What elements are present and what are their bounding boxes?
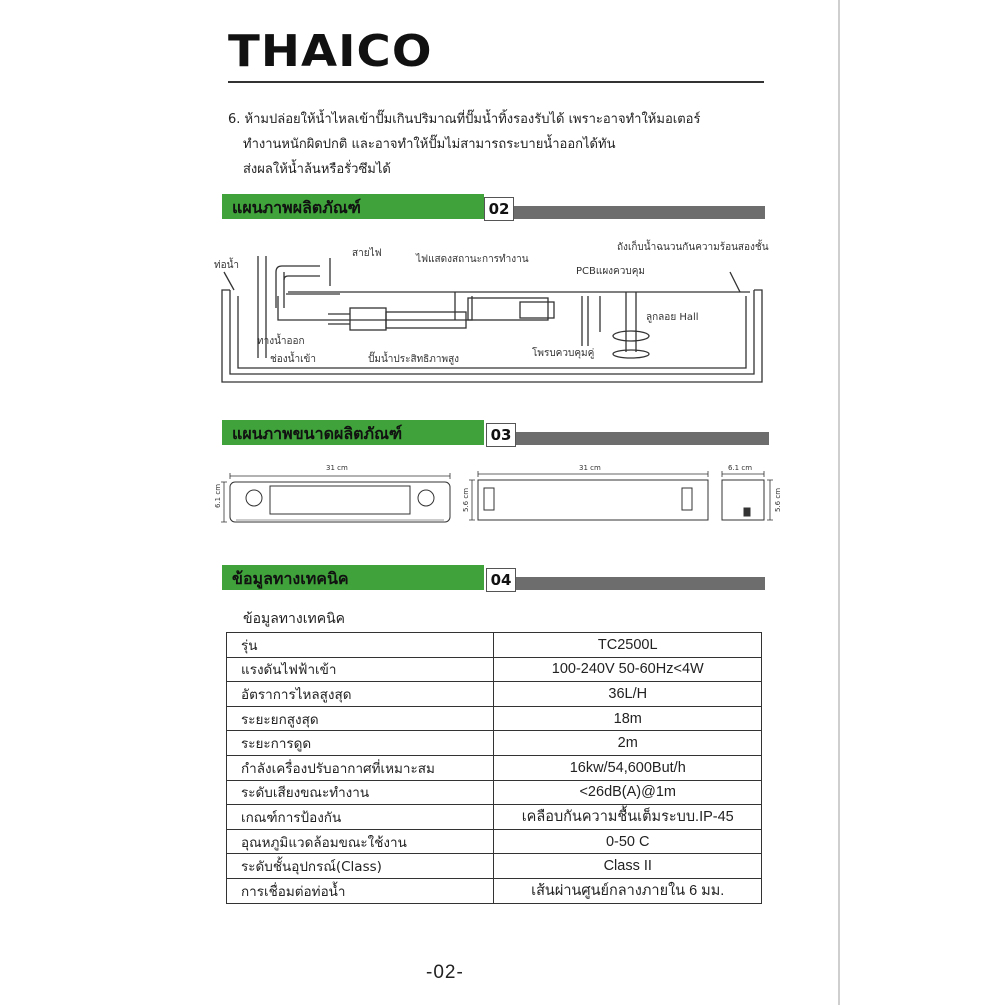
spec-table	[226, 632, 762, 904]
spec-row	[227, 657, 762, 682]
dimension-drawings	[212, 462, 777, 532]
section-header-03	[222, 420, 770, 445]
section-number: 04	[486, 568, 516, 592]
spec-value: <26dB(A)@1m	[494, 780, 762, 805]
spec-label: ระยะยกสูงสุด	[227, 706, 494, 731]
section-title: แผนภาพขนาดผลิตภัณฑ์	[232, 424, 403, 443]
spec-value: เส้นผ่านศูนย์กลางภายใน 6 มม.	[494, 878, 762, 903]
spec-row	[227, 780, 762, 805]
spec-label: เกณฑ์การป้องกัน	[227, 805, 494, 830]
spec-row	[227, 829, 762, 854]
spec-value: TC2500L	[494, 633, 762, 658]
section-header-02	[222, 194, 766, 219]
spec-value: 0-50 C	[494, 829, 762, 854]
note-line-3: ส่งผลให้น้ำล้นหรือรั่วซึมได้	[243, 162, 391, 177]
spec-label: ระดับชั้นอุปกรณ์(Class)	[227, 854, 494, 879]
page-number: -02-	[426, 962, 464, 983]
spec-row	[227, 633, 762, 658]
spec-label: กำลังเครื่องปรับอากาศที่เหมาะสม	[227, 755, 494, 780]
spec-row	[227, 706, 762, 731]
spec-value: 100-240V 50-60Hz<4W	[494, 657, 762, 682]
spec-row	[227, 755, 762, 780]
spec-value: Class II	[494, 854, 762, 879]
note-line-2: ทำงานหนักผิดปกติ และอาจทำให้ปั๊มไม่สามารถระบายน้ำออกได้ทัน	[243, 137, 616, 152]
dim-2-width: 31 cm	[579, 464, 601, 472]
spec-row	[227, 682, 762, 707]
spec-table-caption: ข้อมูลทางเทคนิค	[243, 611, 346, 627]
spec-label: อัตราการไหลสูงสุด	[227, 682, 494, 707]
label-inlet: ช่องน้ำเข้า	[270, 354, 316, 365]
spec-value: 18m	[494, 706, 762, 731]
header-rule	[228, 81, 764, 83]
brand-logo: THAICO	[228, 26, 433, 77]
spec-label: รุ่น	[227, 633, 494, 658]
label-pcb: PCBแผงควบคุม	[576, 266, 645, 277]
spec-label: ระยะการดูด	[227, 731, 494, 756]
dim-1-width: 31 cm	[326, 464, 348, 472]
page-edge-divider	[838, 0, 840, 1005]
label-tank: ถังเก็บน้ำฉนวนกันความร้อนสองชั้น	[617, 242, 769, 253]
spec-row	[227, 731, 762, 756]
section-title: แผนภาพผลิตภัณฑ์	[232, 198, 361, 217]
section-header-04	[222, 565, 766, 590]
spec-label: การเชื่อมต่อท่อน้ำ	[227, 878, 494, 903]
label-status-light: ไฟแสดงสถานะการทำงาน	[416, 254, 529, 265]
label-probe: โพรบควบคุมคู่	[532, 348, 595, 359]
dim-1-height: 6.1 cm	[214, 483, 223, 509]
spec-row	[227, 854, 762, 879]
spec-label: แรงดันไฟฟ้าเข้า	[227, 657, 494, 682]
spec-value: 16kw/54,600But/h	[494, 755, 762, 780]
dim-3-height: 5.6 cm	[774, 487, 783, 513]
section-title: ข้อมูลทางเทคนิค	[232, 569, 349, 588]
spec-value: 2m	[494, 731, 762, 756]
label-wire: สายไฟ	[352, 248, 382, 259]
spec-row	[227, 878, 762, 903]
label-pump: ปั๊มน้ำประสิทธิภาพสูง	[368, 354, 460, 365]
note-line-1: 6. ห้ามปล่อยให้น้ำไหลเข้าปั๊มเกินปริมาณที่ปั๊มน้ำทิ้งรองรับได้ เพราะอาจทำให้มอเตอร์	[228, 112, 701, 127]
section-number: 03	[486, 423, 516, 447]
label-pipe: ท่อน้ำ	[214, 260, 240, 271]
label-outlet: ทางน้ำออก	[257, 336, 305, 347]
spec-row	[227, 805, 762, 830]
dim-3-width: 6.1 cm	[728, 464, 753, 472]
section-number: 02	[484, 197, 514, 221]
spec-label: ระดับเสียงขณะทำงาน	[227, 780, 494, 805]
dim-2-height: 5.6 cm	[462, 487, 471, 513]
spec-value: 36L/H	[494, 682, 762, 707]
spec-value: เคลือบกันความชื้นเต็มระบบ.IP-45	[494, 805, 762, 830]
label-hall-float: ลูกลอย Hall	[646, 312, 699, 323]
spec-label: อุณหภูมิแวดล้อมขณะใช้งาน	[227, 829, 494, 854]
